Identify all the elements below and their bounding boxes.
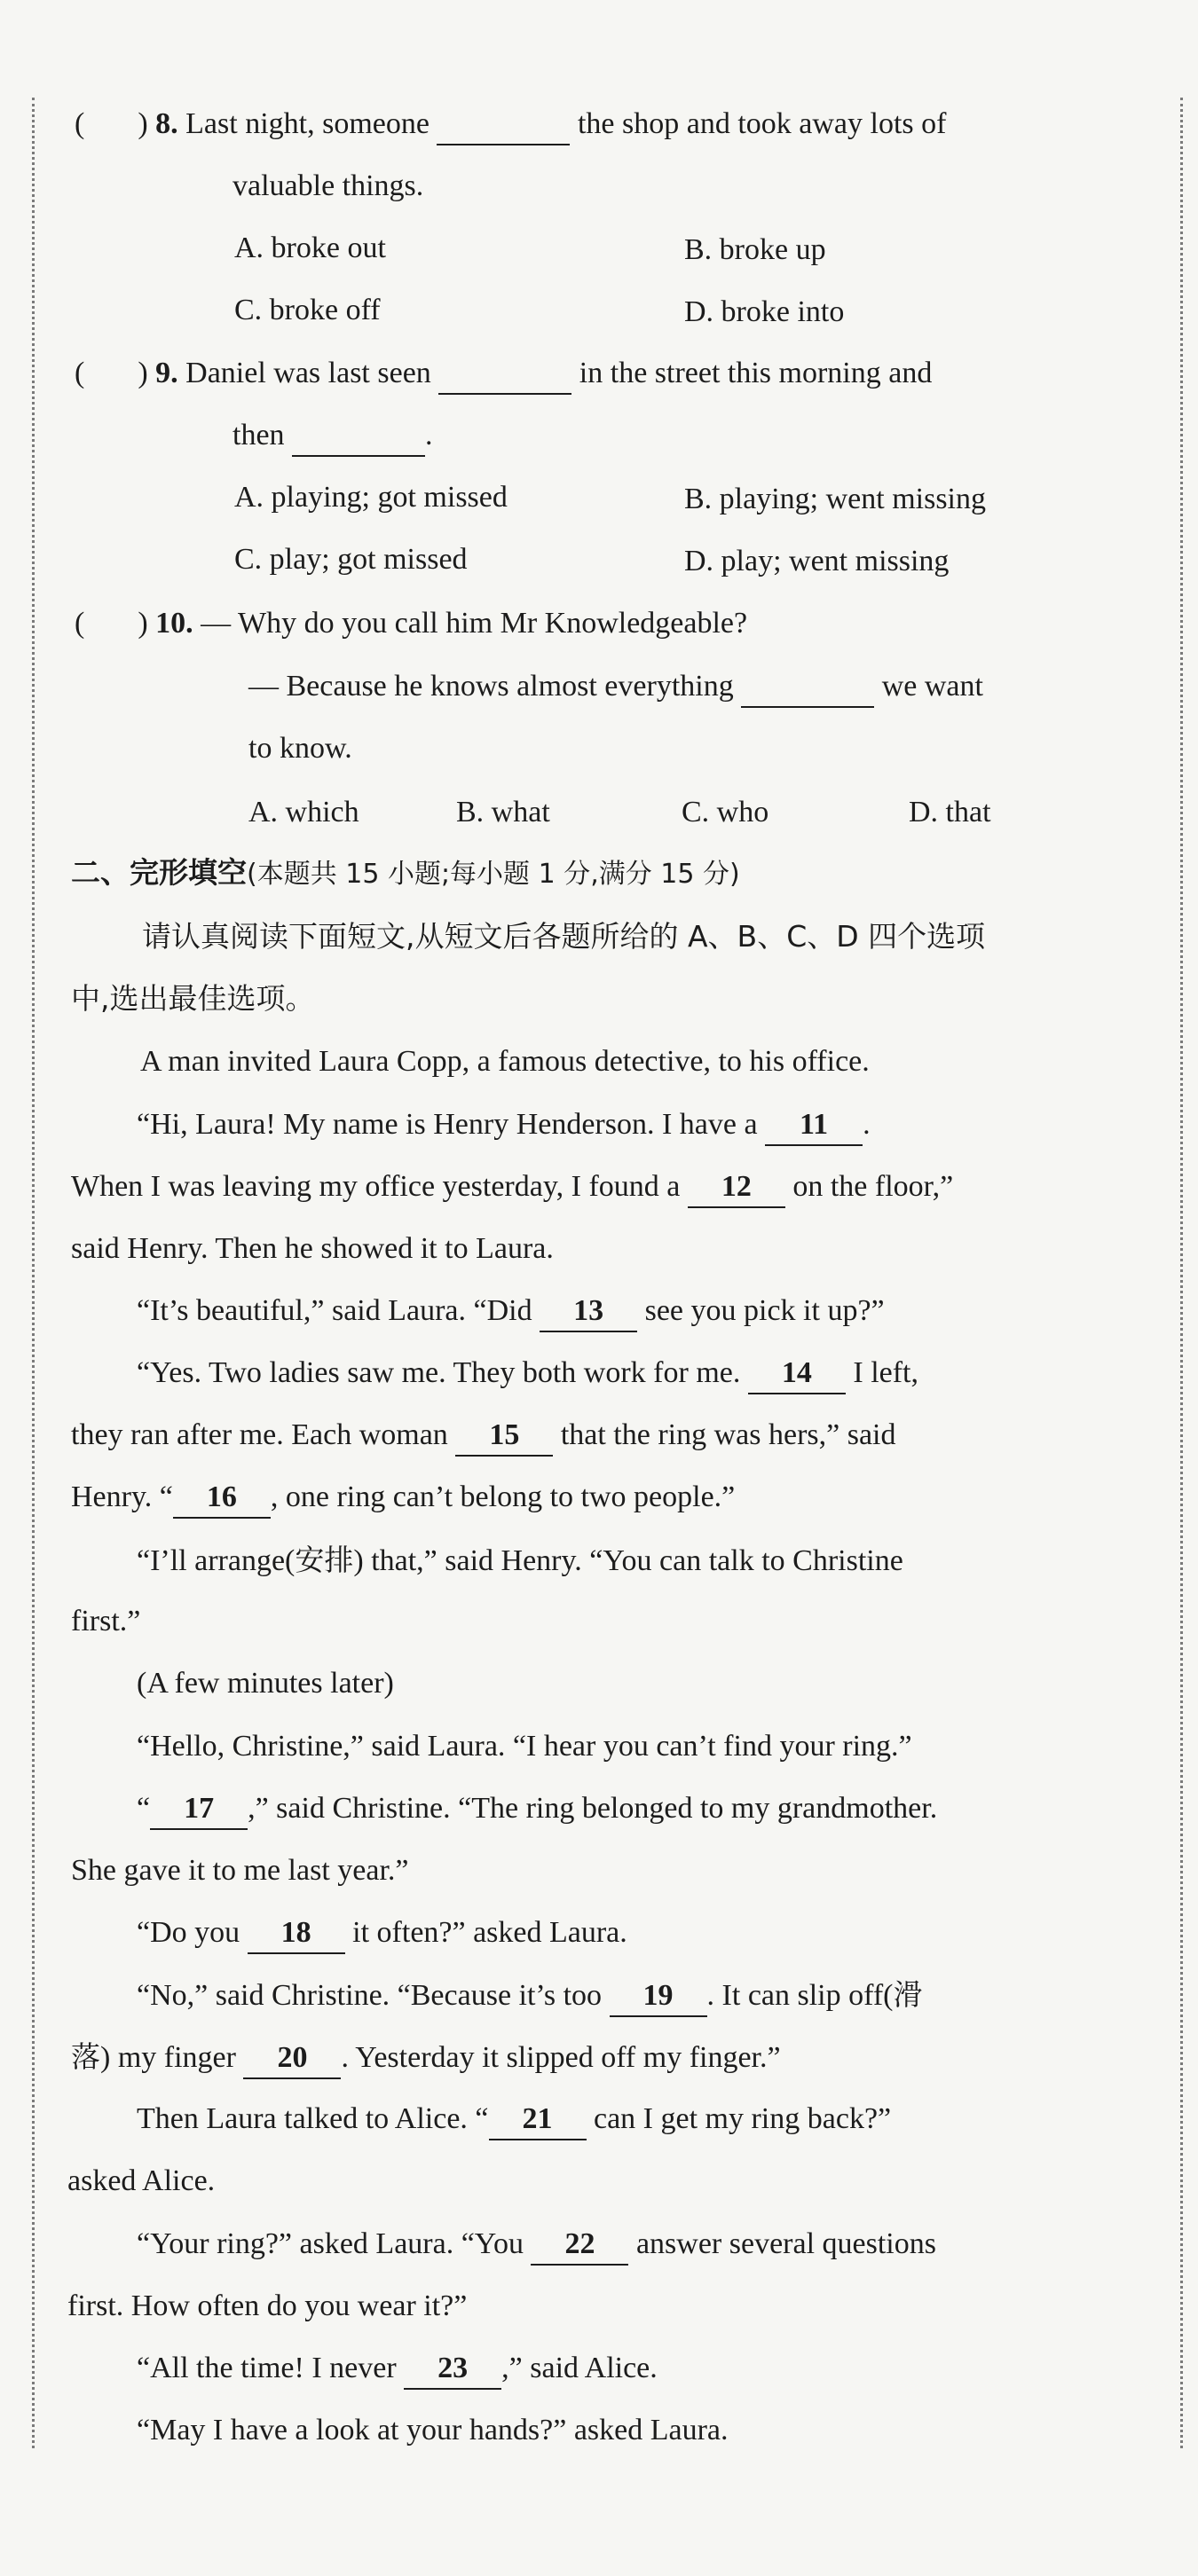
answer-blank[interactable] (741, 667, 874, 708)
passage-line: asked Alice. (67, 2164, 216, 2197)
cloze-blank-15[interactable]: 15 (455, 1416, 553, 1457)
passage-text: ) that,” said Henry. “You can talk to Christine (353, 1544, 903, 1577)
section-title: 二、完形填空 (71, 855, 247, 890)
cloze-blank-17[interactable]: 17 (150, 1789, 248, 1830)
section-note: (本题共 15 小题;每小题 1 分,满分 15 分) (247, 859, 740, 890)
stem-text: — Because he knows almost everything (248, 670, 734, 703)
passage-line: first.” (71, 1605, 141, 1637)
cloze-blank-16[interactable]: 16 (173, 1478, 271, 1519)
left-margin-dotted-line (32, 98, 35, 2448)
q8-option-c[interactable]: C. broke off (234, 294, 381, 326)
question-9-stem-cont (233, 416, 433, 457)
cloze-blank-22[interactable]: 22 (531, 2225, 628, 2266)
stem-text: then (233, 419, 285, 452)
passage-line (137, 2225, 936, 2266)
answer-paren-close: ) (138, 357, 148, 389)
passage-line (137, 2349, 658, 2390)
right-margin-dotted-line (1180, 98, 1183, 2448)
question-9-stem (75, 354, 932, 395)
passage-line (137, 2100, 891, 2140)
passage-line: “Hello, Christine,” said Laura. “I hear you can’t find your ring.” (137, 1730, 912, 1763)
passage-text: 安排 (295, 1543, 354, 1577)
passage-text: 落 (71, 2039, 100, 2074)
passage-text: “All the time! I never (137, 2352, 397, 2384)
passage-text: “It’s beautiful,” said Laura. “Did (137, 1294, 532, 1327)
passage-line (71, 2038, 781, 2079)
passage-line (137, 1913, 627, 1954)
passage-text: ,” said Alice. (501, 2352, 658, 2384)
passage-line: A man invited Laura Copp, a famous detective, to his office. (140, 1045, 870, 1078)
question-number: 10. (155, 607, 193, 640)
q10-option-a[interactable]: A. which (248, 796, 359, 829)
passage-text: that the ring was hers,” said (560, 1418, 896, 1451)
passage-text: Henry. “ (71, 1480, 173, 1513)
q8-option-b[interactable]: B. broke up (684, 233, 826, 266)
passage-text: “No,” said Christine. “Because it’s too (137, 1979, 603, 2012)
passage-text: . It can slip off( (706, 1979, 894, 2012)
passage-text: on the floor,” (792, 1170, 954, 1203)
answer-paren-close: ) (138, 107, 148, 140)
answer-paren-close: ) (138, 607, 148, 640)
passage-text: When I was leaving my office yesterday, I found a (71, 1170, 681, 1203)
cloze-blank-23[interactable]: 23 (404, 2349, 501, 2390)
q8-option-a[interactable]: A. broke out (234, 232, 386, 264)
passage-text: . (863, 1108, 871, 1141)
answer-blank[interactable] (438, 354, 571, 395)
q10-option-d[interactable]: D. that (909, 796, 991, 829)
passage-line (137, 1975, 922, 2017)
passage-text: ) my finger (100, 2041, 236, 2074)
passage-line (137, 1105, 871, 1146)
q10-option-c[interactable]: C. who (682, 796, 769, 829)
passage-text: they ran after me. Each woman (71, 1418, 448, 1451)
question-8-stem (75, 105, 946, 145)
passage-line: She gave it to me last year.” (71, 1854, 409, 1887)
answer-paren-open: ( (75, 107, 85, 140)
cloze-blank-18[interactable]: 18 (248, 1913, 345, 1954)
question-10-line2 (248, 667, 983, 708)
section-2-heading (71, 853, 740, 894)
passage-text: “ (137, 1792, 151, 1825)
passage-text: it often?” asked Laura. (352, 1916, 627, 1949)
q9-option-d[interactable]: D. play; went missing (684, 545, 950, 577)
passage-text: can I get my ring back?” (594, 2102, 892, 2135)
stem-text: Last night, someone (185, 107, 430, 140)
passage-text: “I’ll arrange( (137, 1544, 296, 1577)
q8-option-d[interactable]: D. broke into (684, 295, 845, 328)
passage-text: ,” said Christine. “The ring belonged to my grandmother. (248, 1792, 938, 1825)
cloze-blank-11[interactable]: 11 (765, 1105, 863, 1146)
stem-text: Daniel was last seen (185, 357, 431, 389)
instruction-line-1: 请认真阅读下面短文,从短文后各题所给的 A、B、C、D 四个选项 (142, 919, 986, 954)
q9-option-c[interactable]: C. play; got missed (234, 543, 468, 576)
stem-text: . (425, 419, 433, 452)
q9-option-a[interactable]: A. playing; got missed (234, 481, 508, 514)
passage-line: first. How often do you wear it?” (67, 2289, 468, 2322)
cloze-blank-21[interactable]: 21 (489, 2100, 587, 2140)
answer-blank[interactable] (292, 416, 425, 457)
passage-line (71, 1167, 953, 1208)
instruction-line-2: 中,选出最佳选项。 (71, 981, 315, 1016)
stem-text: in the street this morning and (579, 357, 933, 389)
passage-text: . Yesterday it slipped off my finger.” (341, 2041, 781, 2074)
answer-paren-open: ( (75, 357, 85, 389)
question-10-stem (75, 604, 747, 643)
cloze-blank-12[interactable]: 12 (688, 1167, 785, 1208)
passage-text: Then Laura talked to Alice. “ (137, 2102, 489, 2135)
question-number: 9. (155, 357, 178, 389)
passage-line: (A few minutes later) (137, 1667, 394, 1700)
answer-blank[interactable] (437, 105, 570, 145)
question-number: 8. (155, 107, 178, 140)
q9-option-b[interactable]: B. playing; went missing (684, 483, 986, 515)
passage-line (137, 1541, 903, 1581)
cloze-blank-13[interactable]: 13 (540, 1292, 637, 1332)
passage-text: I left, (853, 1356, 919, 1389)
passage-text: “Do you (137, 1916, 240, 1949)
stem-text: the shop and took away lots of (577, 107, 947, 140)
passage-line (137, 1354, 918, 1394)
passage-line (71, 1416, 895, 1457)
passage-line (137, 1292, 885, 1332)
passage-text: “Your ring?” asked Laura. “You (137, 2227, 524, 2260)
passage-text: see you pick it up?” (644, 1294, 885, 1327)
passage-line (71, 1478, 735, 1519)
cloze-blank-14[interactable]: 14 (748, 1354, 846, 1394)
passage-line: “May I have a look at your hands?” asked Laura. (137, 2414, 729, 2446)
passage-text: 滑 (893, 1977, 923, 2012)
cloze-blank-20[interactable]: 20 (243, 2038, 341, 2079)
question-8-stem-cont: valuable things. (233, 169, 424, 202)
question-10-line3: to know. (248, 732, 352, 765)
q10-option-b[interactable]: B. what (456, 796, 550, 829)
stem-text: — Why do you call him Mr Knowledgeable? (201, 607, 748, 640)
stem-text: we want (881, 670, 983, 703)
passage-line (137, 1789, 937, 1830)
passage-text: answer several questions (635, 2227, 936, 2260)
passage-line: said Henry. Then he showed it to Laura. (71, 1232, 554, 1265)
cloze-blank-19[interactable]: 19 (610, 1976, 707, 2017)
passage-text: , one ring can’t belong to two people.” (270, 1480, 736, 1513)
passage-text: “Hi, Laura! My name is Henry Henderson. I have a (137, 1108, 758, 1141)
answer-paren-open: ( (75, 607, 85, 640)
passage-text: “Yes. Two ladies saw me. They both work for me. (137, 1356, 741, 1389)
